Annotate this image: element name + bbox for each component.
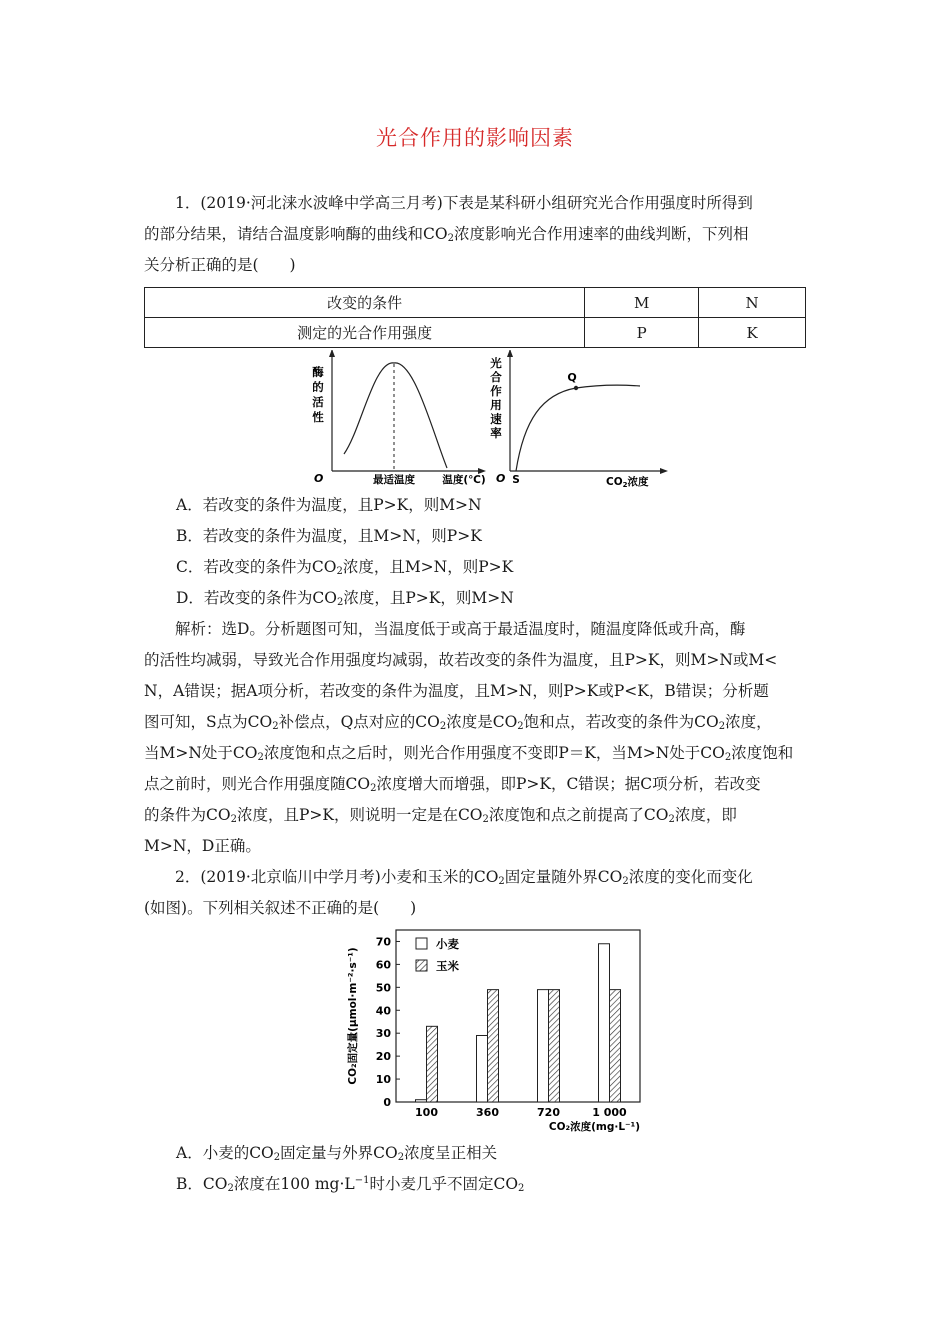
x-axis-arrow <box>660 468 668 474</box>
q1-analysis <box>144 614 806 862</box>
legend-label-maize: 玉米 <box>436 959 459 973</box>
y-tick-label: 60 <box>375 958 391 972</box>
bar-maize <box>549 990 560 1102</box>
svg-text:活: 活 <box>312 395 324 409</box>
q1-option-a: A．若改变的条件为温度，且P>K，则M>N <box>176 496 482 514</box>
q1-option-b: B．若改变的条件为温度，且M>N，则P>K <box>176 527 482 545</box>
svg-text:率: 率 <box>490 426 502 440</box>
table-cell: 改变的条件 <box>145 288 585 318</box>
svg-text:用: 用 <box>490 398 502 412</box>
table-row <box>145 318 806 348</box>
q1-option-c: C．若改变的条件为$CO_2$浓度，且M>N，则P>K <box>176 558 514 577</box>
rate-curve <box>516 385 640 471</box>
figure-y-label <box>312 365 324 424</box>
y-axis-arrow <box>507 350 513 357</box>
page-title: 光合作用的影响因素 <box>376 126 574 150</box>
origin-label: O <box>314 472 324 485</box>
table-cell: M <box>585 288 699 318</box>
table-cell: 测定的光合作用强度 <box>145 318 585 348</box>
s-point-label: S <box>512 474 520 486</box>
enzyme-activity-figure <box>306 350 490 490</box>
activity-curve <box>344 363 447 468</box>
x-tick-label: 1 000 <box>592 1106 627 1119</box>
y-axis-label: CO₂固定量(μmol·m⁻²·s⁻¹) <box>347 947 359 1085</box>
bar-wheat <box>599 944 610 1102</box>
x-mark-label: 最适温度 <box>373 474 415 486</box>
y-tick-label: 30 <box>375 1027 391 1041</box>
figure-y-label <box>490 356 502 440</box>
q-point <box>574 386 578 390</box>
bar-maize <box>610 990 621 1102</box>
analysis-line: 的活性均减弱，导致光合作用强度均减弱，故若改变的条件为温度，且P>K，则M>N或M< <box>144 651 778 669</box>
table-cell: K <box>699 318 806 348</box>
svg-text:速: 速 <box>490 412 502 426</box>
q1-option-d: D．若改变的条件为$CO_2$浓度，且P>K，则M>N <box>176 589 514 608</box>
y-tick-label: 10 <box>375 1073 391 1087</box>
q2-option-b: B．$CO_2$浓度在100 $mg\cdot L^{-1}$时小麦几乎不固定$CO_2$ <box>176 1175 525 1194</box>
bar-wheat <box>538 990 549 1102</box>
q2-stem <box>144 862 806 924</box>
y-tick-label: 50 <box>375 981 391 995</box>
x-axis-label: 温度(℃) <box>442 474 486 486</box>
q1-stem-line: 关分析正确的是( ) <box>144 256 296 274</box>
photosynthesis-rate-figure <box>486 350 670 490</box>
bar-maize <box>488 990 499 1102</box>
x-tick-label: 720 <box>537 1106 560 1119</box>
x-axis-label: CO2浓度 <box>606 476 649 489</box>
analysis-line: M>N，D正确。 <box>144 837 261 855</box>
x-tick-label: 360 <box>476 1106 499 1119</box>
svg-text:的: 的 <box>312 380 324 394</box>
svg-text:光: 光 <box>490 356 502 370</box>
analysis-line: 的条件为$CO_2$浓度，且P>K，则说明一定是在$CO_2$浓度饱和点之前提高了$CO_2$浓度，即 <box>144 806 737 825</box>
q-point-label: Q <box>567 371 577 384</box>
co2-fixation-bar-chart <box>336 924 656 1140</box>
y-axis-arrow <box>329 350 335 357</box>
svg-text:合: 合 <box>490 370 502 384</box>
condition-table <box>144 287 806 348</box>
svg-text:性: 性 <box>312 410 324 424</box>
svg-text:酶: 酶 <box>312 365 324 379</box>
q1-stem-line: 1．(2019·河北涞水波峰中学高三月考)下表是某科研小组研究光合作用强度时所得到 <box>175 194 753 212</box>
bar-maize <box>427 1026 438 1102</box>
analysis-line: 当M>N处于$CO_2$浓度饱和点之后时，则光合作用强度不变即P＝K，当M>N处于$CO_2$浓度饱和 <box>144 744 794 763</box>
analysis-line: 图可知，S点为$CO_2$补偿点，Q点对应的$CO_2$浓度是$CO_2$饱和点，若改变的条件为$CO_2$浓度， <box>144 713 772 732</box>
analysis-line: 点之前时，则光合作用强度随$CO_2$浓度增大而增强，即P>K，C错误；据C项分析，若改变 <box>144 775 761 794</box>
x-tick-label: 100 <box>415 1106 438 1119</box>
y-tick-label: 0 <box>383 1096 391 1109</box>
analysis-line: N，A错误；据A项分析，若改变的条件为温度，且M>N，则P>K或P<K，B错误；分析题 <box>144 682 769 700</box>
x-axis-label: CO₂浓度(mg·L⁻¹) <box>548 1121 640 1133</box>
table-cell: P <box>585 318 699 348</box>
svg-text:作: 作 <box>490 384 502 398</box>
y-tick-label: 40 <box>375 1004 391 1018</box>
table-row <box>145 288 806 318</box>
q1-stem <box>144 188 806 281</box>
bar-wheat <box>416 1100 427 1102</box>
bar-wheat <box>477 1035 488 1102</box>
legend-swatch-maize <box>416 960 427 971</box>
analysis-line: 解析：选D。分析题图可知，当温度低于或高于最适温度时，随温度降低或升高，酶 <box>175 620 746 638</box>
y-tick-label: 70 <box>375 935 391 949</box>
table-cell: N <box>699 288 806 318</box>
q2-stem-line: (如图)。下列相关叙述不正确的是( ) <box>144 899 417 917</box>
q1-stem-line: 的部分结果，请结合温度影响酶的曲线和$CO_2$浓度影响光合作用速率的曲线判断，下列相 <box>144 225 749 244</box>
q2-stem-line: 2．(2019·北京临川中学月考)小麦和玉米的$CO_2$固定量随外界$CO_2$浓度的变化而变化 <box>175 868 753 887</box>
y-tick-label: 20 <box>375 1050 391 1064</box>
legend-label-wheat: 小麦 <box>436 937 459 951</box>
legend-swatch-wheat <box>416 938 427 949</box>
origin-label: O <box>496 472 506 485</box>
q2-option-a: A．小麦的$CO_2$固定量与外界$CO_2$浓度呈正相关 <box>176 1144 498 1163</box>
